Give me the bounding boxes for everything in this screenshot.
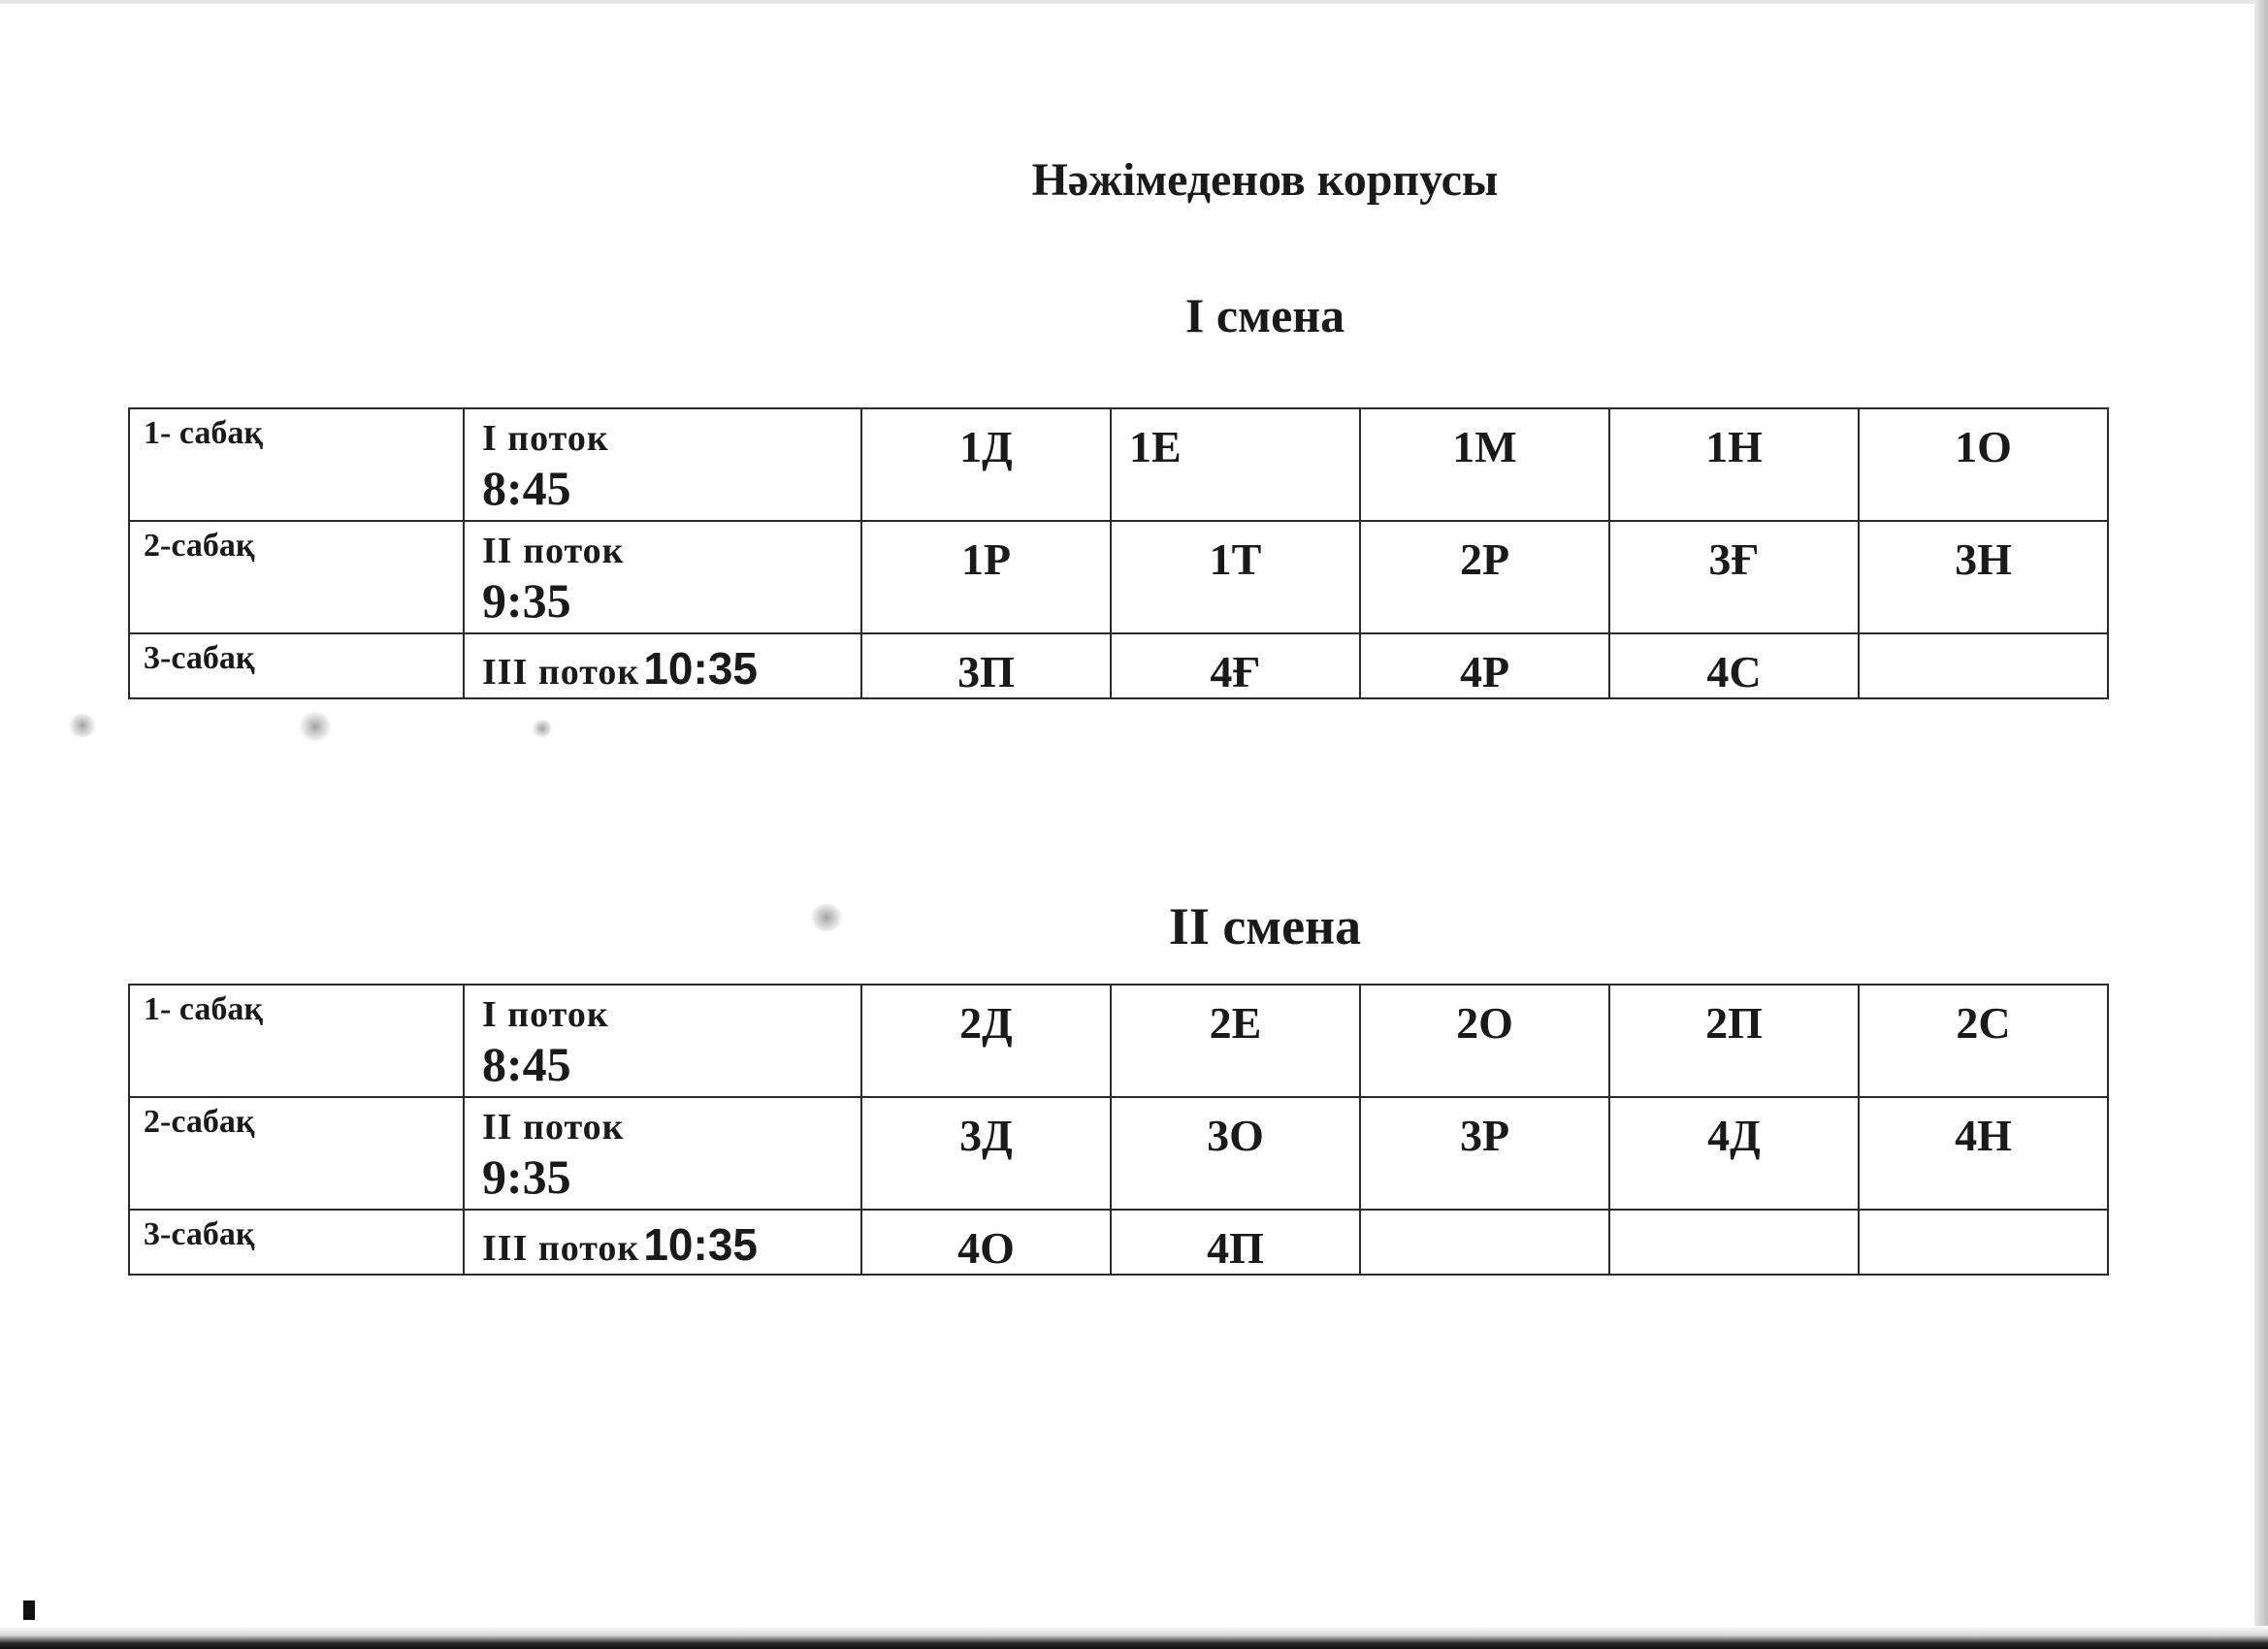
class-label: 2Р [1459, 534, 1510, 584]
lesson-label: 2-сабақ [144, 528, 255, 564]
stream-name: II поток [482, 531, 625, 571]
stream-time: 8:45 [482, 1037, 571, 1091]
scan-edge-bottom [0, 1626, 2268, 1649]
lesson-cell [129, 408, 464, 521]
table-row [129, 1210, 2108, 1275]
class-label: 3Д [959, 1111, 1013, 1160]
class-label: 3Н [1955, 534, 2012, 584]
class-label: 4Д [1707, 1111, 1761, 1160]
stream-time: 10:35 [643, 1219, 758, 1270]
class-cell [1360, 985, 1609, 1097]
lesson-label: 2-сабақ [144, 1104, 255, 1140]
class-cell [1360, 633, 1609, 698]
stream-cell [464, 985, 861, 1097]
scan-mark [23, 1600, 35, 1620]
class-label: 1Е [1129, 422, 1182, 471]
stream-time: 9:35 [482, 573, 571, 628]
class-label: 2Е [1209, 998, 1262, 1048]
class-cell [1609, 985, 1859, 1097]
class-cell [1111, 985, 1360, 1097]
lesson-cell [129, 1210, 464, 1275]
stream-cell [464, 633, 861, 698]
class-cell [861, 408, 1111, 521]
class-cell [1609, 1097, 1859, 1210]
class-label: 3Р [1459, 1111, 1510, 1160]
class-cell [1111, 521, 1360, 633]
class-cell [1609, 408, 1859, 521]
class-label [1860, 1211, 2107, 1222]
class-cell [861, 1210, 1111, 1275]
class-cell [1111, 1097, 1360, 1210]
shift-1-schedule-table [128, 407, 2109, 699]
class-label: 4С [1706, 647, 1762, 696]
class-label: 2П [1705, 998, 1763, 1048]
lesson-label: 3-сабақ [144, 640, 255, 676]
stream-name: III поток [482, 1228, 640, 1269]
stream-cell [464, 521, 861, 633]
document-title: Нәжімеденов корпусы [1031, 154, 1499, 206]
stream-time: 8:45 [482, 461, 571, 515]
class-cell [1859, 985, 2108, 1097]
stream-time: 10:35 [643, 643, 758, 694]
class-label: 1О [1955, 422, 2012, 471]
lesson-cell [129, 985, 464, 1097]
lesson-label: 1- сабақ [144, 991, 263, 1027]
scan-edge-right [2254, 0, 2268, 1649]
stream-cell [464, 1210, 861, 1275]
class-cell [1360, 408, 1609, 521]
table-row [129, 985, 2108, 1097]
class-label: 1Т [1209, 534, 1262, 584]
class-label: 1Д [959, 422, 1013, 471]
lesson-cell [129, 1097, 464, 1210]
stream-name: III поток [482, 652, 640, 693]
class-cell [861, 521, 1111, 633]
class-label: 1Н [1705, 422, 1763, 471]
class-label: 3О [1207, 1111, 1264, 1160]
table-row [129, 1097, 2108, 1210]
class-label: 2Д [959, 998, 1013, 1048]
class-label: 1М [1452, 422, 1517, 471]
lesson-cell [129, 633, 464, 698]
shift-2-schedule-table [128, 984, 2109, 1276]
class-label: 1Р [960, 534, 1012, 584]
table-row [129, 408, 2108, 521]
class-label: 4О [957, 1223, 1015, 1273]
lesson-cell [129, 521, 464, 633]
class-cell [1360, 521, 1609, 633]
stream-name: I поток [482, 994, 609, 1035]
class-label: 4Р [1459, 647, 1510, 696]
class-cell [1859, 633, 2108, 698]
scan-smudge [532, 720, 553, 737]
class-cell [861, 1097, 1111, 1210]
table-row [129, 633, 2108, 698]
class-cell [1859, 521, 2108, 633]
class-label: 4Ғ [1210, 647, 1261, 696]
class-label: 2С [1956, 998, 2011, 1048]
scan-smudge [68, 714, 97, 737]
stream-time: 9:35 [482, 1149, 571, 1204]
class-label: 4Н [1955, 1111, 2012, 1160]
shift-2-title: II смена [1168, 897, 1362, 955]
class-cell [1859, 408, 2108, 521]
stream-cell [464, 1097, 861, 1210]
stream-cell [464, 408, 861, 521]
stream-inline [465, 1211, 860, 1271]
class-cell [861, 633, 1111, 698]
class-cell [1360, 1097, 1609, 1210]
stream-name: II поток [482, 1107, 625, 1148]
class-cell [1111, 633, 1360, 698]
class-label [1361, 1211, 1608, 1222]
class-cell [1360, 1210, 1609, 1275]
class-cell [1859, 1097, 2108, 1210]
class-label [1860, 634, 2107, 646]
class-cell [1111, 408, 1360, 521]
scan-smudge [299, 712, 332, 741]
class-cell [1111, 1210, 1360, 1275]
class-cell [1859, 1210, 2108, 1275]
class-label: 2О [1456, 998, 1513, 1048]
class-label: 4П [1207, 1223, 1264, 1273]
class-label: 3Ғ [1708, 534, 1760, 584]
stream-name: I поток [482, 418, 609, 459]
lesson-label: 3-сабақ [144, 1216, 255, 1252]
class-label [1610, 1211, 1858, 1222]
lesson-label: 1- сабақ [144, 415, 263, 451]
class-cell [1609, 1210, 1859, 1275]
scan-edge-top [0, 0, 2268, 4]
class-cell [1609, 521, 1859, 633]
table-row [129, 521, 2108, 633]
class-cell [1609, 633, 1859, 698]
class-cell [861, 985, 1111, 1097]
class-label: 3П [957, 647, 1015, 696]
stream-inline [465, 634, 860, 695]
shift-1-title: I смена [1184, 288, 1345, 342]
